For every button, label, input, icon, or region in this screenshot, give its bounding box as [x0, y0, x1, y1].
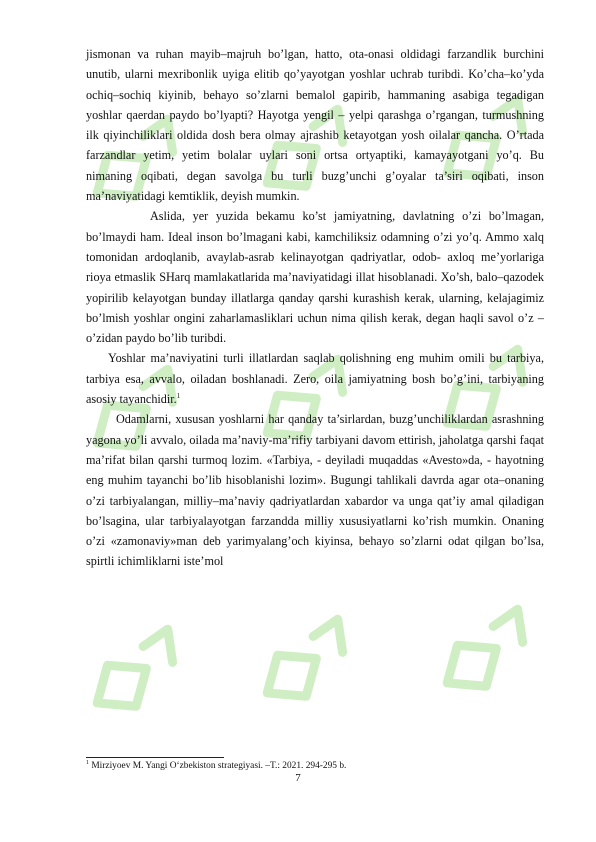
footnote-reference[interactable]: 1	[176, 391, 181, 400]
paragraph-3	[86, 348, 544, 409]
paragraph-1: jismonan va ruhan mayib–majruh bo’lgan, hatto, ota-onasi oldidagi farzandlik burchini unutib, ularni mexribonlik uyiga elitib qo’yayotgan yoshlar uchrab turibdi. Ko’cha–ko’yda ochiq–sochiq kiyinib, behayo so’zlarni bemalol gapirib, hammaning asabiga tegadigan yoshlar qaerdan paydo bo’lyapti? Hayotga yengil – yelpi qarashga o’rgangan, turmushning ilk qiyinchiliklari oldida dosh bera olmay ajrashib ketayotgan yosh oilalar qancha. O’rtada farzandlar yetim, yetim bolalar uylari soni ortsa ortyaptiki, kamayayotgani yo’q. Bu nimaning oqibati, degan savolga bu turli buzg’unchi g’oyalar ta’siri oqibati, inson ma’naviyatidagi kemtiklik, deyish mumkin.	[86, 47, 544, 204]
paragraph-2: Aslida, yer yuzida bekamu ko’st jamiyatning, davlatning o’zi bo’lmagan, bo’lmaydi ham. Ideal inson bo’lmagani kabi, kamchiliksiz odamning o’zi yo’q. Ammo xalq tomonidan ardoqlanib, avaylab-asrab kelinayotgan qadriyatlar, odob- axloq me’yorlariga rioya etmaslik SHarq mamlakatlarida ma’naviyatidagi illat hisoblanadi. Xo’sh, balo–qazodek yopirilib kelayotgan bunday illatlarga qanday qarshi kurashish kerak, ularning, kelajagimiz bo’lmish yoshlar ongini zaharlamasliklari uchun nima qilish kerak, degan haqli savol o’z – o’zidan paydo bo’lib turibdi.	[86, 209, 544, 346]
page-body	[86, 44, 544, 572]
paragraph-3-text: Yoshlar ma’naviyatini turli illatlardan saqlab qolishning eng muhim omili bu tarbiya, tarbiya esa, avvalo, oiladan boshlanadi. Zero, oila jamiyatning bosh bo’g’ini, tarbiyaning asosiy tayanchidir.	[86, 351, 544, 407]
footnote-marker: 1	[86, 759, 89, 766]
watermark-stamp	[433, 605, 544, 703]
footnote	[86, 761, 546, 772]
watermark-stamp	[83, 625, 194, 723]
footnote-text: Mirziyoev M. Yangi O‘zbekiston strategiyasi. –T.: 2021. 294-295 b.	[91, 761, 347, 771]
paragraph-4: Odamlarni, xususan yoshlarni har qanday ta’sirlardan, buzg’unchiliklardan asrashning yagona yo’li avvalo, oilada ma’naviy-ma’rifiy tarbiyani davom ettirish, jaholatga qarshi faqat ma’rifat bilan qarshi turmoq lozim. «Tarbiya, - deyiladi muqaddas «Avesto»da, - hayotning eng muhim tayanchi bo’lib hisoblanishi lozim». Bugungi tahlikali davrda agar ota–onaning o’zi tarbiyalangan, milliy–ma’naviy qadriyatlardan xabardor va unga qat’iy amal qiladigan bo’lsagina, ular tarbiyalayotgan farzandda milliy xususiyatlarni ko’rish mumkin. Onaning o’zi «zamonaviy»man deb yarimyalang’och kiyinsa, behayo so’zlarni odat qilgan bo’lsa, spirtli ichimliklarni iste’mol	[86, 412, 544, 569]
page-number: 7	[295, 772, 301, 784]
watermark-stamp	[253, 615, 364, 713]
footnote-divider	[86, 757, 224, 758]
